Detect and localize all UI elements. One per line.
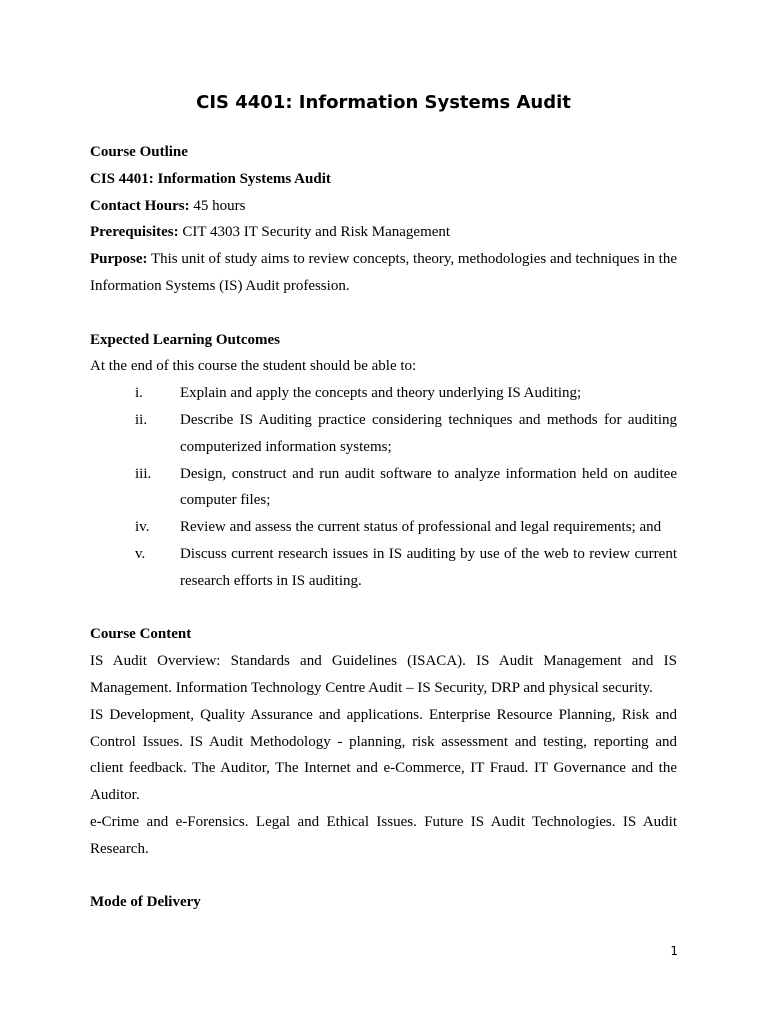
list-item-text: Design, construct and run audit software to analyze information held on auditee computer files; [180,465,677,509]
list-item-number: iii. [135,465,152,482]
content-heading-text: Course Content [90,626,192,643]
contact-hours [90,193,677,220]
contact-hours-label: Contact Hours: [90,197,190,214]
prerequisites [90,219,677,246]
outcomes-list [90,380,677,594]
spacer [90,863,677,890]
list-item-text: Explain and apply the concepts and theory underlying IS Auditing; [180,385,582,402]
document-title: CIS 4401: Information Systems Audit [196,92,571,113]
list-item [90,407,677,461]
content-paragraph: IS Development, Quality Assurance and applications. Enterprise Resource Planning, Risk and Control Issues. IS Audit Methodology - planning, risk assessment and testing, reporting and client feedback. The Auditor, The Internet and e-Commerce, IT Fraud. IT Governance and the Auditor. [90,706,677,804]
content-paragraph: IS Audit Overview: Standards and Guidelines (ISACA). IS Audit Management and IS Management. Information Technology Centre Audit – IS Security, DRP and physical security. [90,653,677,696]
delivery-heading-text: Mode of Delivery [90,894,201,911]
prerequisites-value: CIT 4303 IT Security and Risk Management [178,224,451,241]
list-item [90,541,677,595]
list-item-number: ii. [135,411,148,428]
outcomes-intro: At the end of this course the student should be able to: [90,358,417,375]
list-item-text: Describe IS Auditing practice considering techniques and methods for auditing computerized information systems; [180,411,677,455]
course-outline-heading-text: Course Outline [90,144,188,160]
page-number: 1 [670,944,678,958]
outcomes-heading [90,327,677,354]
list-item-text: Review and assess the current status of professional and legal requirements; and [180,519,662,536]
contact-hours-value: 45 hours [189,197,246,214]
list-item-number: v. [135,545,146,562]
spacer [90,300,677,327]
list-item-number: i. [135,385,143,402]
course-name-text: CIS 4401: Information Systems Audit [90,170,331,187]
document-body [90,139,677,916]
spacer [90,595,677,622]
list-item [90,380,677,407]
list-item [90,461,677,515]
course-outline-heading [90,139,677,166]
purpose [90,246,677,300]
content-heading [90,621,677,648]
delivery-heading [90,889,677,916]
list-item-number: iv. [135,519,150,536]
list-item [90,514,677,541]
content-paragraph: e-Crime and e-Forensics. Legal and Ethical Issues. Future IS Audit Technologies. IS Audit Research. [90,813,677,857]
course-name [90,166,677,193]
prerequisites-label: Prerequisites: [90,224,179,241]
outcomes-heading-text: Expected Learning Outcomes [90,331,280,348]
list-item-text: Discuss current research issues in IS auditing by use of the web to review current research efforts in IS auditing. [180,545,677,589]
purpose-value: This unit of study aims to review concepts, theory, methodologies and techniques in the Information Systems (IS) Audit profession. [90,251,677,294]
purpose-label: Purpose: [90,251,148,268]
